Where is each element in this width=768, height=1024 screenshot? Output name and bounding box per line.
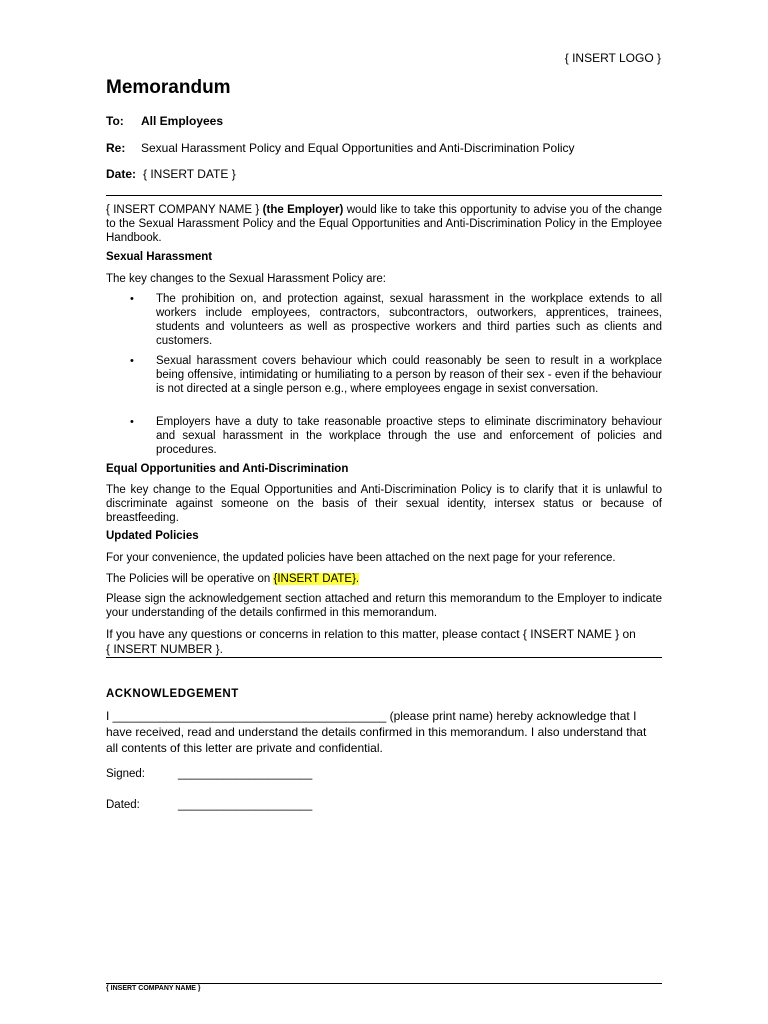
heading-equal-opportunities: Equal Opportunities and Anti-Discrimination [106, 463, 349, 475]
intro-employer: (the Employer) [262, 204, 344, 216]
sh-lead: The key changes to the Sexual Harassment Policy are: [106, 273, 386, 285]
sh-bullet-3: Employers have a duty to take reasonable proactive steps to eliminate discriminatory behaviour and sexual harassment in the workplace through the use and enforcement of policies and procedures. [156, 416, 662, 456]
sh-bullet-1: The prohibition on, and protection against, sexual harassment in the workplace extends to all workers include employees, contractors, subcontractors, outworkers, apprentices, trainees, students and volunteers as well as prospective workers and third parties such as clients and customers. [156, 293, 662, 347]
date-value: { INSERT DATE } [143, 167, 236, 181]
up-operative-date: {INSERT DATE}. [273, 573, 360, 585]
footer-divider [106, 983, 662, 984]
heading-updated-policies: Updated Policies [106, 530, 199, 542]
up-paragraph-2 [106, 572, 662, 586]
up-contact-line-2: { INSERT NUMBER }. [106, 642, 223, 656]
eo-paragraph: The key change to the Equal Opportunities and Anti-Discrimination Policy is to clarify that it is unlawful to discriminate against someone on the basis of their sexual identity, intersex status or because of breastfeeding. [106, 484, 662, 524]
re-value: Sexual Harassment Policy and Equal Opportunities and Anti-Discrimination Policy [141, 141, 575, 155]
bullet-icon: • [130, 293, 134, 305]
acknowledgement-paragraph [106, 708, 662, 756]
logo-placeholder: { INSERT LOGO } [564, 51, 661, 65]
to-label: To: [106, 114, 124, 128]
to-value: All Employees [141, 114, 224, 128]
date-label: Date: [106, 167, 137, 181]
page-title: Memorandum [106, 77, 231, 98]
up-contact-line-1: If you have any questions or concerns in relation to this matter, please contact { INSERT NAME } on [106, 627, 636, 641]
intro-paragraph [106, 203, 662, 245]
re-label: Re: [106, 141, 126, 155]
up-paragraph-1: For your convenience, the updated policies have been attached on the next page for your reference. [106, 552, 616, 564]
ack-line-3: all contents of this letter are private and confidential. [106, 741, 383, 755]
bullet-icon: • [130, 416, 134, 428]
heading-sexual-harassment: Sexual Harassment [106, 251, 213, 263]
top-divider [106, 195, 662, 196]
up-paragraph-3: Please sign the acknowledgement section attached and return this memorandum to the Employer to indicate your understanding of the details confirmed in this memorandum. [106, 593, 662, 619]
bottom-divider [106, 657, 662, 658]
bullet-icon: • [130, 355, 134, 367]
ack-line-2: have received, read and understand the details confirmed in this memorandum. I also understand that [106, 725, 647, 739]
heading-acknowledgement: ACKNOWLEDGEMENT [106, 688, 239, 700]
dated-label: Dated: [106, 799, 140, 811]
signed-line[interactable]: _____________________ [178, 768, 313, 780]
intro-company: { INSERT COMPANY NAME } [106, 204, 260, 216]
ack-line-1: I _________________________________________ (please print name) hereby acknowledge that I [106, 709, 637, 723]
dated-line[interactable]: _____________________ [178, 799, 313, 811]
signed-label: Signed: [106, 768, 146, 780]
footer-company: { INSERT COMPANY NAME } [106, 985, 201, 992]
sh-bullet-2: Sexual harassment covers behaviour which could reasonably be seen to result in a workplace being offensive, intimidating or humiliating to a person by reason of their sex - even if the behaviour is not directed at a single person e.g., where employees engage in sexist conversation. [156, 355, 662, 395]
up-paragraph-4 [106, 627, 662, 657]
up-operative-text: The Policies will be operative on [106, 573, 274, 585]
intro-text: would like to take this opportunity to advise you of the change to the Sexual Harassment Policy and the Equal Opportunities and Anti-Discrimination Policy in the Employee Handbook. [106, 204, 663, 244]
